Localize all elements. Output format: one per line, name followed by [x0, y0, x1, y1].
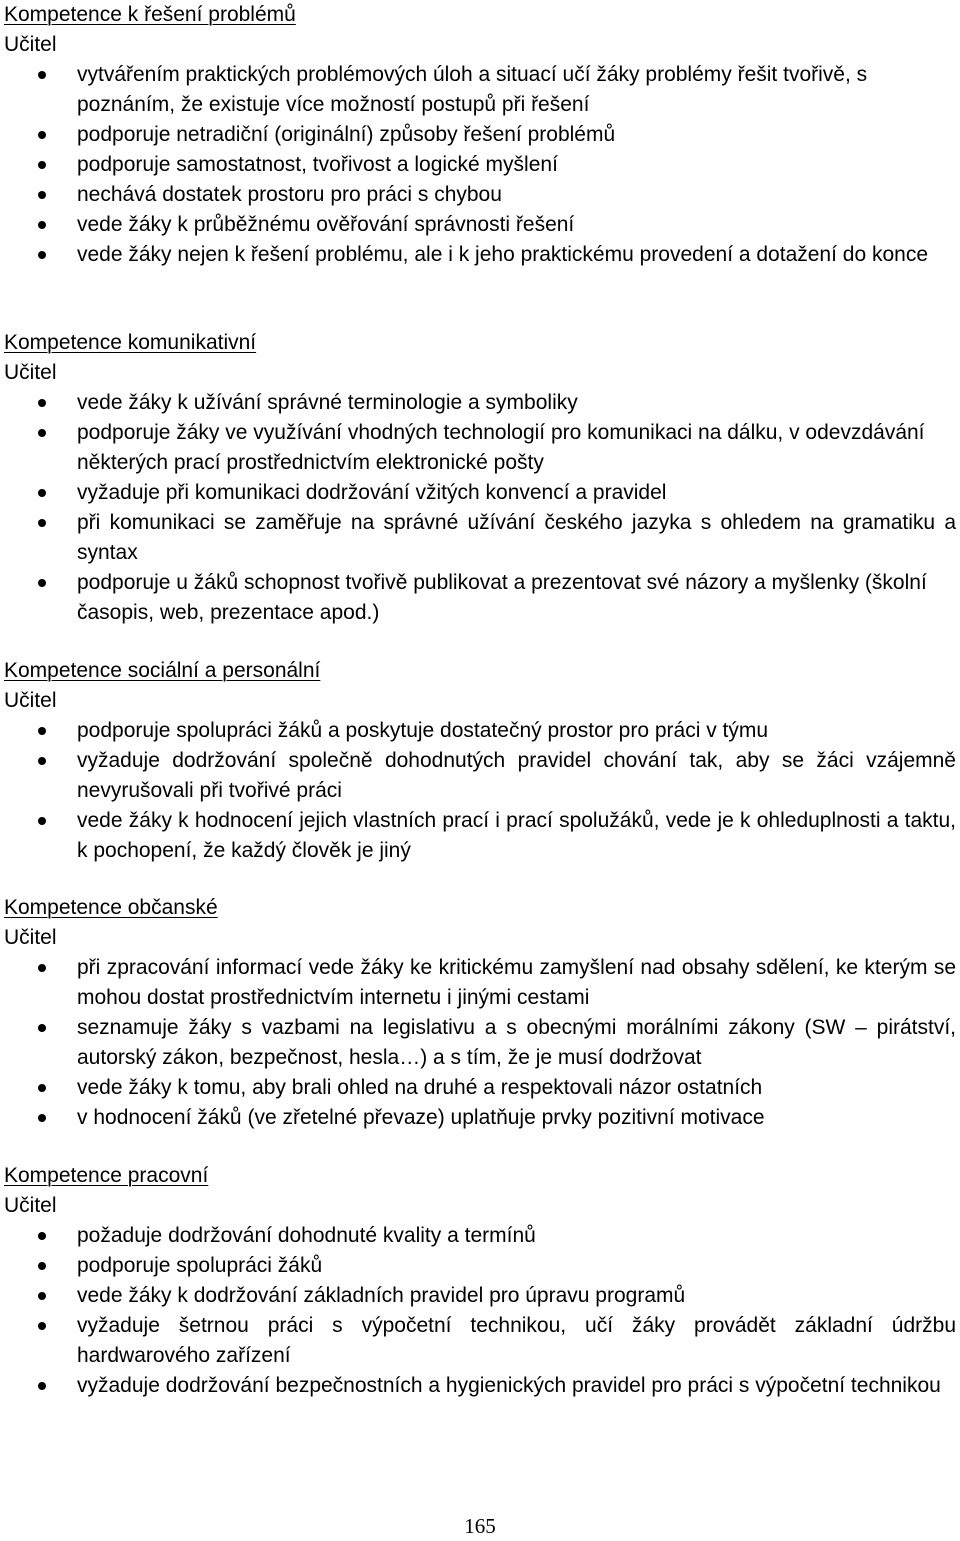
list-item — [0, 120, 960, 150]
list-item-text: vede žáky k průběžnému ověřování správnosti řešení — [77, 213, 575, 236]
bullet-icon — [38, 519, 46, 527]
section-communicative — [0, 328, 960, 628]
list-item-text: vyžaduje při komunikaci dodržování vžitých konvencí a pravidel — [77, 481, 667, 504]
bullet-icon — [38, 1232, 46, 1240]
list-item-text: podporuje netradiční (originální) způsoby řešení problémů — [77, 123, 616, 146]
list-item-text: vytvářením praktických problémových úloh a situací učí žáky problémy řešit tvořivě, s poznáním, že existuje více možností postupů při řešení — [77, 63, 868, 116]
bullet-list — [0, 716, 960, 866]
page-number: 165 — [464, 1514, 496, 1538]
list-item — [0, 180, 960, 210]
list-item — [0, 1371, 960, 1401]
bullet-icon — [38, 429, 46, 437]
list-item-text: vyžaduje šetrnou práci s výpočetní technikou, učí žáky provádět základní údržbu hardwarového zařízení — [77, 1314, 956, 1367]
section-heading: Kompetence sociální a personální — [4, 659, 321, 682]
section-heading: Kompetence k řešení problémů — [4, 3, 296, 26]
list-item — [0, 716, 960, 746]
bullet-icon — [38, 71, 46, 79]
section-heading: Kompetence pracovní — [4, 1164, 209, 1187]
bullet-icon — [38, 579, 46, 587]
list-item-text: podporuje spolupráci žáků — [77, 1254, 323, 1277]
list-item — [0, 1073, 960, 1103]
bullet-icon — [38, 757, 46, 765]
section-subheading: Učitel — [4, 361, 57, 384]
bullet-icon — [38, 1322, 46, 1330]
list-item — [0, 240, 960, 270]
section-civic — [0, 893, 960, 1133]
list-item — [0, 568, 960, 628]
section-subheading: Učitel — [4, 689, 57, 712]
list-item — [0, 1311, 960, 1371]
section-problem-solving — [0, 0, 960, 270]
bullet-icon — [38, 1024, 46, 1032]
list-item-text: vyžaduje dodržování bezpečnostních a hygienických pravidel pro práci s výpočetní technikou — [77, 1374, 941, 1397]
list-item-text: seznamuje žáky s vazbami na legislativu a s obecnými morálními zákony (SW – pirátství, autorský zákon, bezpečnost, hesla…) a s tím, že je musí dodržovat — [77, 1016, 956, 1069]
bullet-icon — [38, 489, 46, 497]
bullet-list — [0, 388, 960, 628]
list-item-text: podporuje u žáků schopnost tvořivě publikovat a prezentovat své názory a myšlenky (školní časopis, web, prezentace apod.) — [77, 571, 927, 624]
list-item — [0, 1251, 960, 1281]
list-item — [0, 1221, 960, 1251]
list-item — [0, 1013, 960, 1073]
list-item — [0, 210, 960, 240]
list-item-text: požaduje dodržování dohodnuté kvality a termínů — [77, 1224, 536, 1247]
list-item — [0, 60, 960, 120]
list-item-text: podporuje žáky ve využívání vhodných technologií pro komunikaci na dálku, v odevzdávání některých prací prostřednictvím elektronické pošty — [77, 421, 925, 474]
bullet-icon — [38, 399, 46, 407]
bullet-list — [0, 1221, 960, 1401]
section-social-personal — [0, 656, 960, 866]
list-item — [0, 1281, 960, 1311]
bullet-list — [0, 953, 960, 1133]
bullet-icon — [38, 1292, 46, 1300]
list-item — [0, 478, 960, 508]
list-item — [0, 746, 960, 806]
section-subheading: Učitel — [4, 926, 57, 949]
list-item-text: nechává dostatek prostoru pro práci s chybou — [77, 183, 502, 206]
bullet-icon — [38, 1382, 46, 1390]
section-subheading: Učitel — [4, 33, 57, 56]
list-item — [0, 388, 960, 418]
list-item — [0, 150, 960, 180]
section-heading: Kompetence občanské — [4, 896, 218, 919]
list-item-text: vede žáky k tomu, aby brali ohled na druhé a respektovali názor ostatních — [77, 1076, 763, 1099]
section-work — [0, 1161, 960, 1401]
list-item — [0, 953, 960, 1013]
section-heading: Kompetence komunikativní — [4, 331, 257, 354]
section-subheading: Učitel — [4, 1194, 57, 1217]
list-item — [0, 806, 960, 866]
list-item-text: vyžaduje dodržování společně dohodnutých pravidel chování tak, aby se žáci vzájemně nevyrušovali při tvořivé práci — [77, 749, 956, 802]
bullet-icon — [38, 251, 46, 259]
bullet-icon — [38, 817, 46, 825]
list-item-text: vede žáky k užívání správné terminologie a symboliky — [77, 391, 578, 414]
list-item — [0, 508, 960, 568]
bullet-icon — [38, 727, 46, 735]
bullet-icon — [38, 964, 46, 972]
bullet-icon — [38, 161, 46, 169]
list-item-text: vede žáky k dodržování základních pravidel pro úpravu programů — [77, 1284, 686, 1307]
bullet-icon — [38, 191, 46, 199]
list-item-text: při komunikaci se zaměřuje na správné užívání českého jazyka s ohledem na gramatiku a syntax — [77, 511, 956, 564]
list-item — [0, 1103, 960, 1133]
list-item-text: vede žáky k hodnocení jejich vlastních prací i prací spolužáků, vede je k ohleduplnosti a taktu, k pochopení, že každý člověk je jiný — [77, 809, 956, 862]
bullet-list — [0, 60, 960, 270]
list-item-text: v hodnocení žáků (ve zřetelné převaze) uplatňuje prvky pozitivní motivace — [77, 1106, 765, 1129]
bullet-icon — [38, 1084, 46, 1092]
list-item-text: podporuje spolupráci žáků a poskytuje dostatečný prostor pro práci v týmu — [77, 719, 769, 742]
list-item-text: při zpracování informací vede žáky ke kritickému zamyšlení nad obsahy sdělení, ke kterým se mohou dostat prostřednictvím internetu i jinými cestami — [77, 956, 956, 1009]
list-item-text: podporuje samostatnost, tvořivost a logické myšlení — [77, 153, 558, 176]
list-item — [0, 418, 960, 478]
list-item-text: vede žáky nejen k řešení problému, ale i k jeho praktickému provedení a dotažení do konce — [77, 243, 929, 266]
bullet-icon — [38, 131, 46, 139]
bullet-icon — [38, 221, 46, 229]
bullet-icon — [38, 1262, 46, 1270]
bullet-icon — [38, 1114, 46, 1122]
